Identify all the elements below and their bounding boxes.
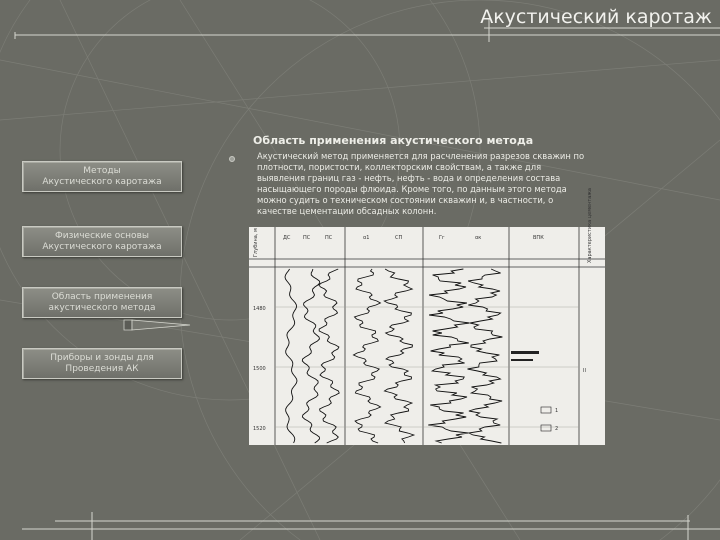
- zone-label: II: [583, 368, 586, 374]
- section-heading: Область применения акустического метода: [253, 134, 534, 147]
- depth-label: 1480: [253, 306, 266, 312]
- figure-header-label: Глубина, м: [253, 228, 259, 257]
- figure-header-label: ВПК: [533, 235, 544, 241]
- section-paragraph: Акустический метод применяется для расчленения разрезов скважин по плотности, пористости, коллекторским свойствам, а также для выявления границ газ - нефть, нефть - вода и определения состава насыщающего породы флюида. Кроме того, по данным этого метода можно судить о техническом состоянии скважин и, в частности, о качестве цементации обсадных колонн.: [257, 151, 585, 217]
- legend-label: 1: [555, 408, 559, 414]
- legend-label: 2: [555, 426, 559, 432]
- depth-label: 1520: [253, 426, 266, 432]
- figure-header-label: ПС: [325, 235, 333, 241]
- nav-button-label: Физические основы Акустического каротажа: [42, 230, 162, 252]
- bullet-icon: [229, 156, 235, 162]
- nav-button-methods[interactable]: [22, 161, 182, 192]
- page-title: Акустический каротаж: [480, 6, 712, 28]
- figure-header-label: ДС: [283, 235, 291, 241]
- well-log-figure: [249, 188, 605, 445]
- figure-header-label: ПС: [303, 235, 311, 241]
- nav-button-label: Методы Акустического каротажа: [42, 165, 162, 187]
- active-item-arrow-icon: [124, 317, 190, 333]
- nav-button-application-area[interactable]: [22, 287, 182, 318]
- figure-header-label: α1: [363, 235, 370, 241]
- nav-button-instruments[interactable]: [22, 348, 182, 379]
- figure-header-label: Характеристика цементажа: [587, 188, 593, 263]
- figure-header-label: αк: [475, 235, 482, 241]
- nav-button-physical-basics[interactable]: [22, 226, 182, 257]
- depth-label: 1500: [253, 366, 266, 372]
- figure-header-label: Гг: [439, 235, 445, 241]
- figure-header-label: СП: [395, 235, 403, 241]
- nav-button-label: Область применения акустического метода: [48, 291, 156, 313]
- nav-button-label: Приборы и зонды для Проведения АК: [50, 352, 154, 374]
